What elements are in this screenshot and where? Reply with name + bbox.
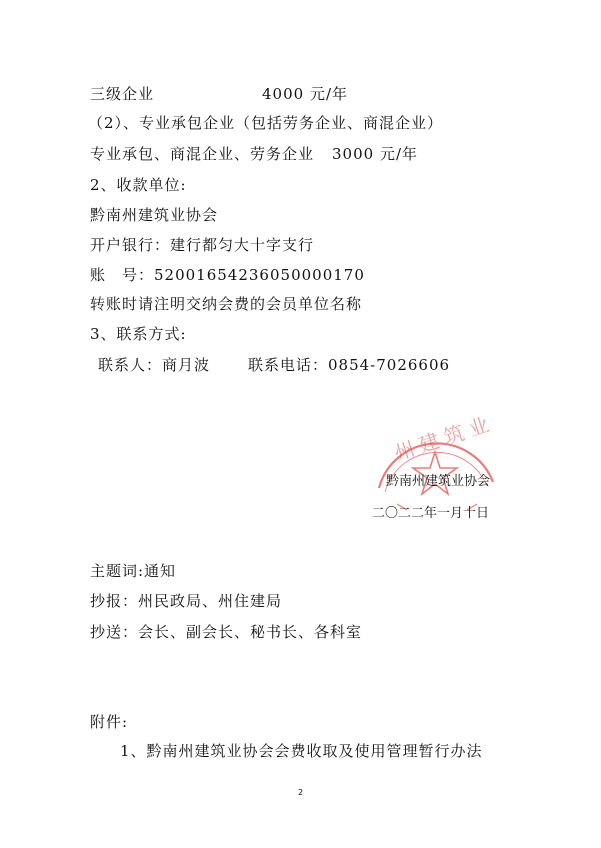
cc-send: 抄送：会长、副会长、秘书长、各科室 [90, 623, 363, 641]
payee-account: 账 号：52001654236050000170 [90, 266, 365, 284]
signature-org: 黔南州建筑业协会 [386, 474, 491, 489]
payee-heading: 2、收款单位: [90, 176, 187, 194]
fee-sub-row [90, 144, 418, 164]
contact-phone: 联系电话：0854-7026606 [248, 356, 451, 374]
contact-person: 联系人：商月波 [98, 356, 211, 374]
payee-bank: 开户银行：建行都匀大十字支行 [90, 236, 315, 254]
fee-sub-label: 专业承包、商混企业、劳务企业 [90, 145, 315, 163]
cc-report: 抄报：州民政局、州住建局 [90, 592, 283, 610]
attachment-heading: 附件: [90, 713, 129, 731]
fee-level3-amount: 4000 元/年 [262, 85, 348, 103]
seal-text: 州建筑业 [391, 410, 498, 466]
fee-level3-label: 三级企业 [90, 85, 155, 103]
fee-level3-row [90, 84, 348, 104]
payee-note: 转账时请注明交纳会费的会员单位名称 [90, 295, 363, 313]
fee-subcategory: （2）、专业承包企业（包括劳务企业、商混企业） [88, 114, 444, 132]
contact-row [98, 355, 451, 375]
page-number: 2 [297, 788, 304, 797]
payee-name: 黔南州建筑业协会 [90, 206, 219, 224]
attachment-item: 1、黔南州建筑业协会会费收取及使用管理暂行办法 [120, 742, 483, 760]
subject-keywords: 主题词:通知 [90, 562, 177, 580]
fee-sub-amount: 3000 元/年 [332, 145, 418, 163]
signature-date: 二〇二二年一月十日 [372, 506, 490, 521]
contact-heading: 3、联系方式: [90, 325, 187, 343]
